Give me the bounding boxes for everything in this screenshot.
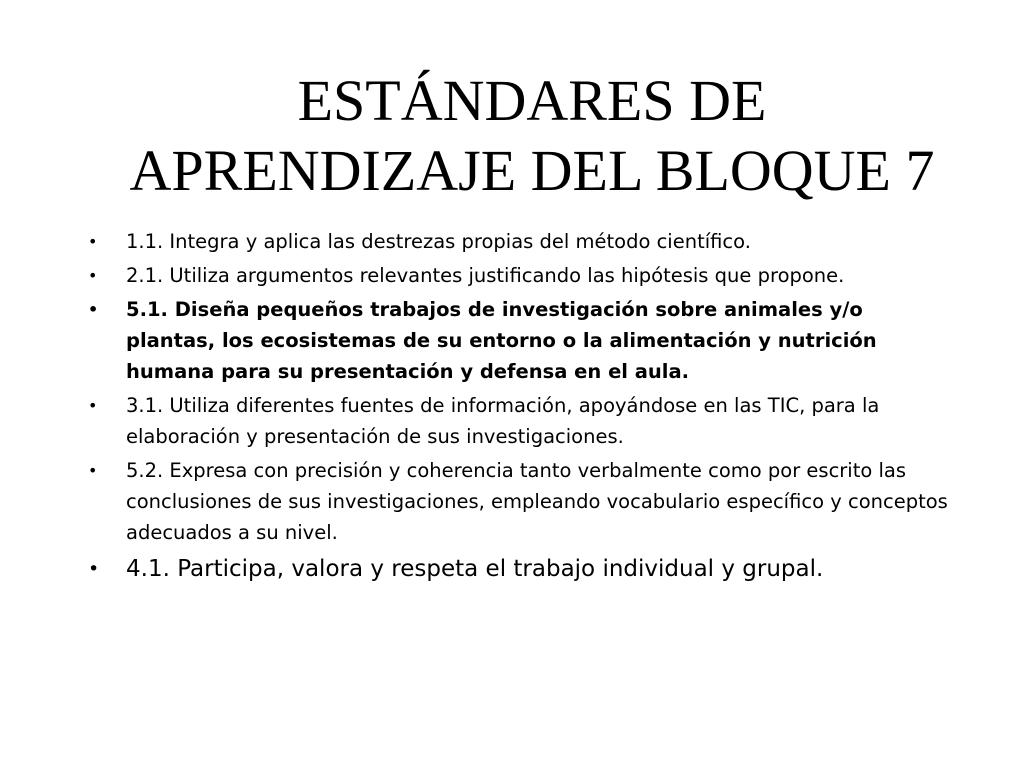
list-item-text: 5.1. Diseña pequeños trabajos de investigación sobre animales y/o plantas, los ecosistemas de su entorno o la alimentación y nutrición humana para su presentación y defensa en el aula. [126, 298, 877, 383]
list-item-text: 4.1. Participa, valora y respeta el trabajo individual y grupal. [126, 556, 824, 582]
list-item-large [88, 551, 948, 587]
title-line-1: ESTÁNDARES DE [297, 68, 767, 133]
list-item-text: 1.1. Integra y aplica las destrezas propias del método científico. [126, 230, 751, 253]
list-item-highlighted [88, 294, 948, 387]
slide-title [60, 66, 1004, 206]
list-item [88, 390, 948, 452]
list-item [88, 260, 948, 291]
standards-list [88, 226, 948, 590]
bullet-icon: • [88, 461, 98, 480]
bullet-icon: • [88, 266, 98, 285]
bullet-icon: • [88, 300, 99, 319]
list-item-text: 2.1. Utiliza argumentos relevantes justificando las hipótesis que propone. [126, 264, 845, 287]
bullet-icon: • [88, 558, 100, 580]
list-item-text: 3.1. Utiliza diferentes fuentes de información, apoyándose en las TIC, para la elaboración y presentación de sus investigaciones. [126, 394, 880, 448]
list-item [88, 455, 948, 548]
list-item [88, 226, 948, 257]
title-line-2: APRENDIZAJE DEL BLOQUE 7 [129, 138, 935, 203]
bullet-icon: • [88, 232, 98, 251]
bullet-icon: • [88, 396, 98, 415]
list-item-text: 5.2. Expresa con precisión y coherencia tanto verbalmente como por escrito las conclusiones de sus investigaciones, empleando vocabulario específico y conceptos adecuados a su nivel. [126, 459, 948, 544]
